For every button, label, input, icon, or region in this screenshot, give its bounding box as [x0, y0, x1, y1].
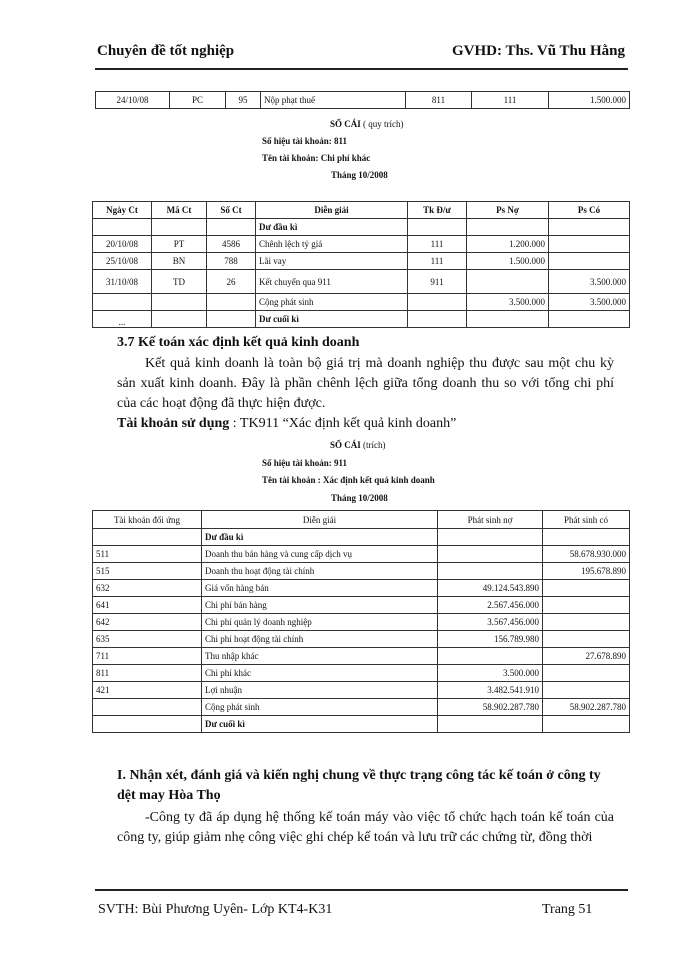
- table-cell: Kết chuyển qua 911: [256, 270, 408, 294]
- account-used-label: Tài khoản sử dụng: [117, 416, 230, 431]
- table-cell: [438, 546, 543, 563]
- table-cell: 58.902.287.780: [438, 699, 543, 716]
- table-header-row: [93, 202, 630, 219]
- table-cell: 58.678.930.000: [543, 546, 630, 563]
- column-header: Phát sinh có: [543, 511, 630, 529]
- assessment-paragraph: -Công ty đã áp dụng hệ thống kế toán máy vào việc tổ chức hạch toán kế toán của công ty, giúp giảm nhẹ công việc ghi chép kế toán và lưu trữ các chứng từ, đồng thời: [117, 810, 614, 845]
- table-cell: Dư đầu kì: [256, 219, 408, 236]
- column-header: Ps Có: [549, 202, 630, 219]
- table-cell: [207, 294, 256, 311]
- table-cell: Lãi vay: [256, 253, 408, 270]
- table-cell: 1.200.000: [467, 236, 549, 253]
- table-cell: Nộp phạt thuế: [261, 92, 406, 109]
- footer-author: SVTH: Bùi Phương Uyên- Lớp KT4-K31: [98, 902, 333, 917]
- ledger2-title-note: (trích): [363, 440, 386, 450]
- table-row: [93, 219, 630, 236]
- ledger1-month: Tháng 10/2008: [331, 170, 388, 180]
- table-cell: Thu nhập khác: [202, 648, 438, 665]
- table-cell: 3.500.000: [438, 665, 543, 682]
- table-cell: Dư cuối kì: [256, 311, 408, 328]
- table-cell: 1.500.000: [549, 92, 630, 109]
- top-continuation-table: [95, 91, 630, 109]
- column-header: Diễn giải: [202, 511, 438, 529]
- table-cell: [207, 219, 256, 236]
- table-cell: [438, 716, 543, 733]
- table-cell: [543, 580, 630, 597]
- ledger2-title: [330, 440, 386, 450]
- table-cell: 811: [406, 92, 472, 109]
- table-row: [93, 311, 630, 328]
- ledger1-title-note: ( quy trích): [363, 119, 404, 129]
- table-cell: 635: [93, 631, 202, 648]
- column-header: Mã Ct: [152, 202, 207, 219]
- table-cell: 111: [472, 92, 549, 109]
- table-cell: 515: [93, 563, 202, 580]
- table-row: [93, 682, 630, 699]
- table-cell: 641: [93, 597, 202, 614]
- table-cell: 511: [93, 546, 202, 563]
- table-cell: [543, 682, 630, 699]
- table-cell: 27.678.890: [543, 648, 630, 665]
- table-cell: Cộng phát sinh: [256, 294, 408, 311]
- footer-page-number: Trang 51: [542, 902, 593, 917]
- table-cell: [152, 219, 207, 236]
- header-advisor: GVHD: Ths. Vũ Thu Hằng: [452, 43, 625, 59]
- column-header: Phát sinh nợ: [438, 511, 543, 529]
- table-cell: [543, 631, 630, 648]
- table-cell: 31/10/08: [93, 270, 152, 294]
- table-cell: [438, 648, 543, 665]
- table-cell: [543, 614, 630, 631]
- table-cell: 156.789.980: [438, 631, 543, 648]
- table-row: [93, 631, 630, 648]
- table-cell: 95: [226, 92, 261, 109]
- table-cell: [467, 219, 549, 236]
- table-cell: [549, 236, 630, 253]
- ledger1-account-name: Tên tài khoản: Chi phí khác: [262, 153, 371, 163]
- table-cell: [408, 219, 467, 236]
- table-cell: 788: [207, 253, 256, 270]
- table-cell: [549, 311, 630, 328]
- table-cell: [543, 716, 630, 733]
- table-cell: 911: [408, 270, 467, 294]
- table-cell: 3.567.456.000: [438, 614, 543, 631]
- table-row: [93, 699, 630, 716]
- table-cell: 24/10/08: [96, 92, 170, 109]
- ledger1-title: [330, 119, 404, 129]
- ledger1-account-no: Số hiệu tài khoản: 811: [262, 136, 348, 146]
- account-used-line: [117, 416, 456, 432]
- table-cell: ...: [93, 311, 152, 328]
- table-row: [93, 253, 630, 270]
- ledger2-table: [92, 510, 630, 733]
- table-cell: Lợi nhuận: [202, 682, 438, 699]
- ledger1-title-text: SỔ CÁI: [330, 119, 361, 129]
- table-cell: 26: [207, 270, 256, 294]
- ledger2-account-name: Tên tài khoản : Xác định kết quả kinh doanh: [262, 475, 435, 485]
- ledger2-title-text: SỔ CÁI: [330, 440, 361, 450]
- section-heading-assessment: I. Nhận xét, đánh giá và kiến nghị chung về thực trạng công tác kế toán ở công ty dệt may Hòa Thọ: [117, 768, 601, 803]
- table-cell: Doanh thu bán hàng và cung cấp dịch vụ: [202, 546, 438, 563]
- table-cell: Dư đầu kì: [202, 529, 438, 546]
- table-cell: [438, 529, 543, 546]
- column-header: Tài khoản đối ứng: [93, 511, 202, 529]
- table-row: [96, 92, 630, 109]
- table-cell: 111: [408, 236, 467, 253]
- table-cell: BN: [152, 253, 207, 270]
- table-cell: 811: [93, 665, 202, 682]
- table-cell: 4586: [207, 236, 256, 253]
- table-row: [93, 665, 630, 682]
- table-cell: [93, 294, 152, 311]
- table-row: [93, 580, 630, 597]
- table-cell: [467, 270, 549, 294]
- header-title: Chuyên đề tốt nghiệp: [97, 43, 235, 59]
- table-cell: [207, 311, 256, 328]
- table-cell: [549, 219, 630, 236]
- table-row: [93, 546, 630, 563]
- table-row: [93, 294, 630, 311]
- table-cell: Chi phí hoạt động tài chính: [202, 631, 438, 648]
- table-cell: Chênh lệch tỷ giá: [256, 236, 408, 253]
- section-paragraph: Kết quả kinh doanh là toàn bộ giá trị mà doanh nghiệp thu được sau một chu kỳ sản xuất kinh doanh. Đây là phần chênh lệch giữa tổng doanh thu so với tổng chi phí của các hoạt động đã thực hiện được.: [117, 356, 614, 411]
- column-header: Diễn giải: [256, 202, 408, 219]
- table-cell: 3.482.541.910: [438, 682, 543, 699]
- table-cell: [467, 311, 549, 328]
- table-cell: Chi phí bán hàng: [202, 597, 438, 614]
- table-cell: [543, 597, 630, 614]
- table-cell: 711: [93, 648, 202, 665]
- ledger2-month: Tháng 10/2008: [331, 493, 388, 503]
- table-cell: 421: [93, 682, 202, 699]
- table-cell: 3.500.000: [549, 294, 630, 311]
- table-row: [93, 648, 630, 665]
- table-row: [93, 529, 630, 546]
- account-used-text: : TK911 “Xác định kết quả kinh doanh”: [229, 416, 457, 431]
- table-row: [93, 597, 630, 614]
- column-header: Ps Nợ: [467, 202, 549, 219]
- table-row: [93, 716, 630, 733]
- table-cell: Dư cuối kì: [202, 716, 438, 733]
- table-cell: 3.500.000: [467, 294, 549, 311]
- footer-rule: [95, 889, 628, 891]
- ledger1-table: [92, 201, 630, 328]
- table-cell: PC: [170, 92, 226, 109]
- table-cell: 25/10/08: [93, 253, 152, 270]
- table-cell: [543, 529, 630, 546]
- header-rule: [95, 68, 628, 70]
- table-cell: [438, 563, 543, 580]
- table-cell: 1.500.000: [467, 253, 549, 270]
- table-cell: [93, 529, 202, 546]
- table-row: [93, 563, 630, 580]
- table-cell: 58.902.287.780: [543, 699, 630, 716]
- table-cell: PT: [152, 236, 207, 253]
- table-cell: 2.567.456.000: [438, 597, 543, 614]
- column-header: Ngày Ct: [93, 202, 152, 219]
- column-header: Tk Đ/ư: [408, 202, 467, 219]
- table-cell: [549, 253, 630, 270]
- table-cell: [93, 699, 202, 716]
- table-cell: 49.124.543.890: [438, 580, 543, 597]
- table-cell: [543, 665, 630, 682]
- table-row: [93, 236, 630, 253]
- table-cell: [408, 294, 467, 311]
- table-cell: [93, 219, 152, 236]
- section-heading: 3.7 Kế toán xác định kết quả kinh doanh: [117, 335, 360, 350]
- table-cell: Chi phí khác: [202, 665, 438, 682]
- table-cell: 20/10/08: [93, 236, 152, 253]
- table-cell: Doanh thu hoạt động tài chính: [202, 563, 438, 580]
- table-cell: 195.678.890: [543, 563, 630, 580]
- table-cell: 642: [93, 614, 202, 631]
- table-row: [93, 270, 630, 294]
- ledger2-account-no: Số hiệu tài khoản: 911: [262, 458, 348, 468]
- table-cell: 632: [93, 580, 202, 597]
- table-header-row: [93, 511, 630, 529]
- table-cell: [152, 311, 207, 328]
- table-cell: 111: [408, 253, 467, 270]
- table-cell: TD: [152, 270, 207, 294]
- table-cell: [408, 311, 467, 328]
- table-cell: [93, 716, 202, 733]
- table-cell: Chi phí quản lý doanh nghiệp: [202, 614, 438, 631]
- table-cell: 3.500.000: [549, 270, 630, 294]
- table-cell: [152, 294, 207, 311]
- column-header: Số Ct: [207, 202, 256, 219]
- table-cell: Cộng phát sinh: [202, 699, 438, 716]
- table-row: [93, 614, 630, 631]
- table-cell: Giá vốn hàng bán: [202, 580, 438, 597]
